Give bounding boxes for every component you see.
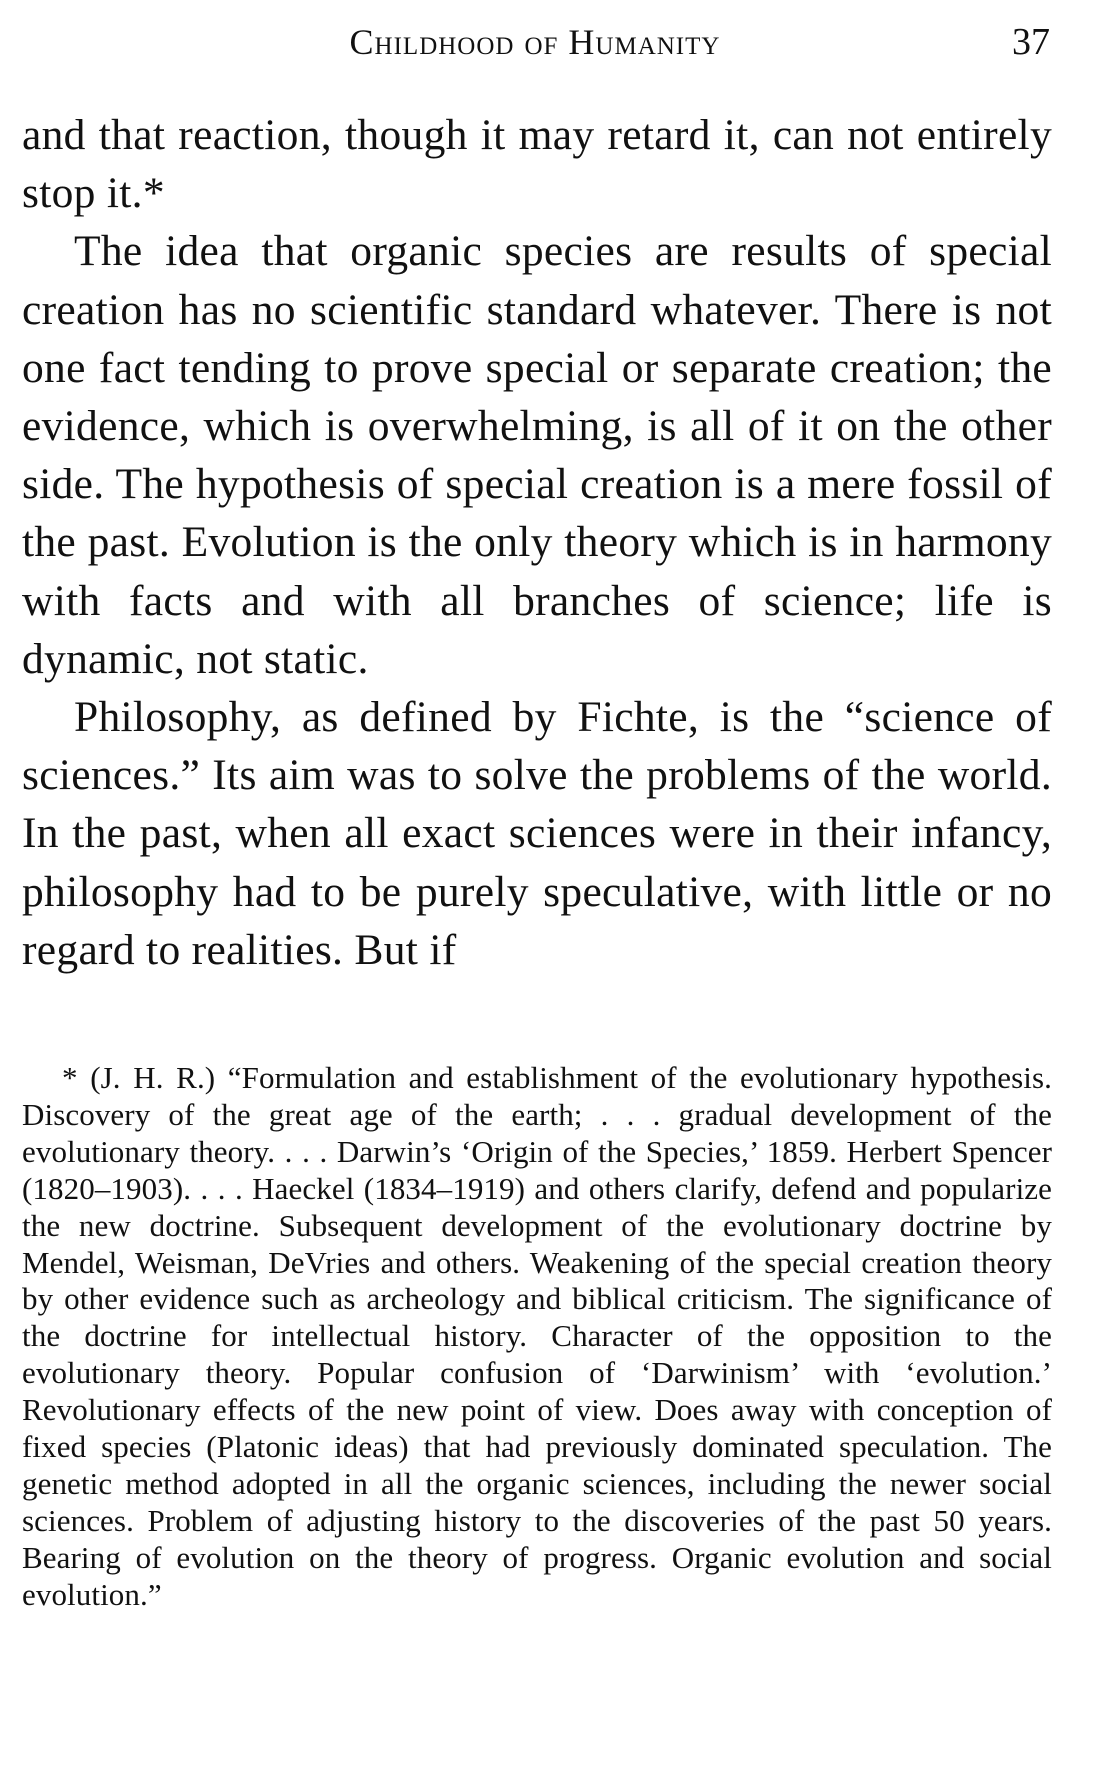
paragraph-philosophy: Philosophy, as defined by Fichte, is the “science of sciences.” Its aim was to solve the problems of the world. In the past, when all exact sciences were in their infancy, philosophy had to be purely speculative, with little or no regard to realities. But if — [22, 693, 1052, 974]
page-number: 37 — [1012, 21, 1050, 63]
footnote-text: * (J. H. R.) “Formulation and establishment of the evolutionary hypothesis. Discovery of the great age of the earth; . . . gradual development of the evolutionary theory. . . . Darwin’s ‘Origin of the Species,’ 1859. Herbert Spencer (1820–1903). . . . Haeckel (1834–1919) and others clarify, defend and popularize the new doctrine. Subsequent development of the evolutionary doctrine by Mendel, Weisman, DeVries and others. Weakening of the special creation theory by other evidence such as archeology and biblical criticism. The significance of the doctrine for intellectual history. Character of the opposition to the evolutionary theory. Popular confusion of ‘Darwinism’ with ‘evolution.’ Revolutionary effects of the new point of view. Does away with conception of fixed species (Platonic ideas) that had previously dominated speculation. The genetic method adopted in all the organic sciences, including the newer social sciences. Problem of adjusting history to the discoveries of the past 50 years. Bearing of evolution on the theory of progress. Organic evolution and social evolution.” — [22, 1060, 1052, 1612]
footnote — [22, 1060, 1052, 1614]
page-header — [20, 18, 1050, 66]
paragraph-continuation: and that reaction, though it may retard it, can not entirely stop it.* — [22, 111, 1052, 218]
running-head: Childhood of Humanity — [349, 22, 721, 62]
paragraph-special-creation: The idea that organic species are results of special creation has no scientific standard whatever. There is not one fact tending to prove special or separate creation; the evidence, which is overwhelming, is all of it on the other side. The hypothesis of special creation is a mere fossil of the past. Evolution is the only theory which is in harmony with facts and with all branches of science; life is dynamic, not static. — [22, 227, 1052, 683]
body-text — [22, 106, 1052, 979]
